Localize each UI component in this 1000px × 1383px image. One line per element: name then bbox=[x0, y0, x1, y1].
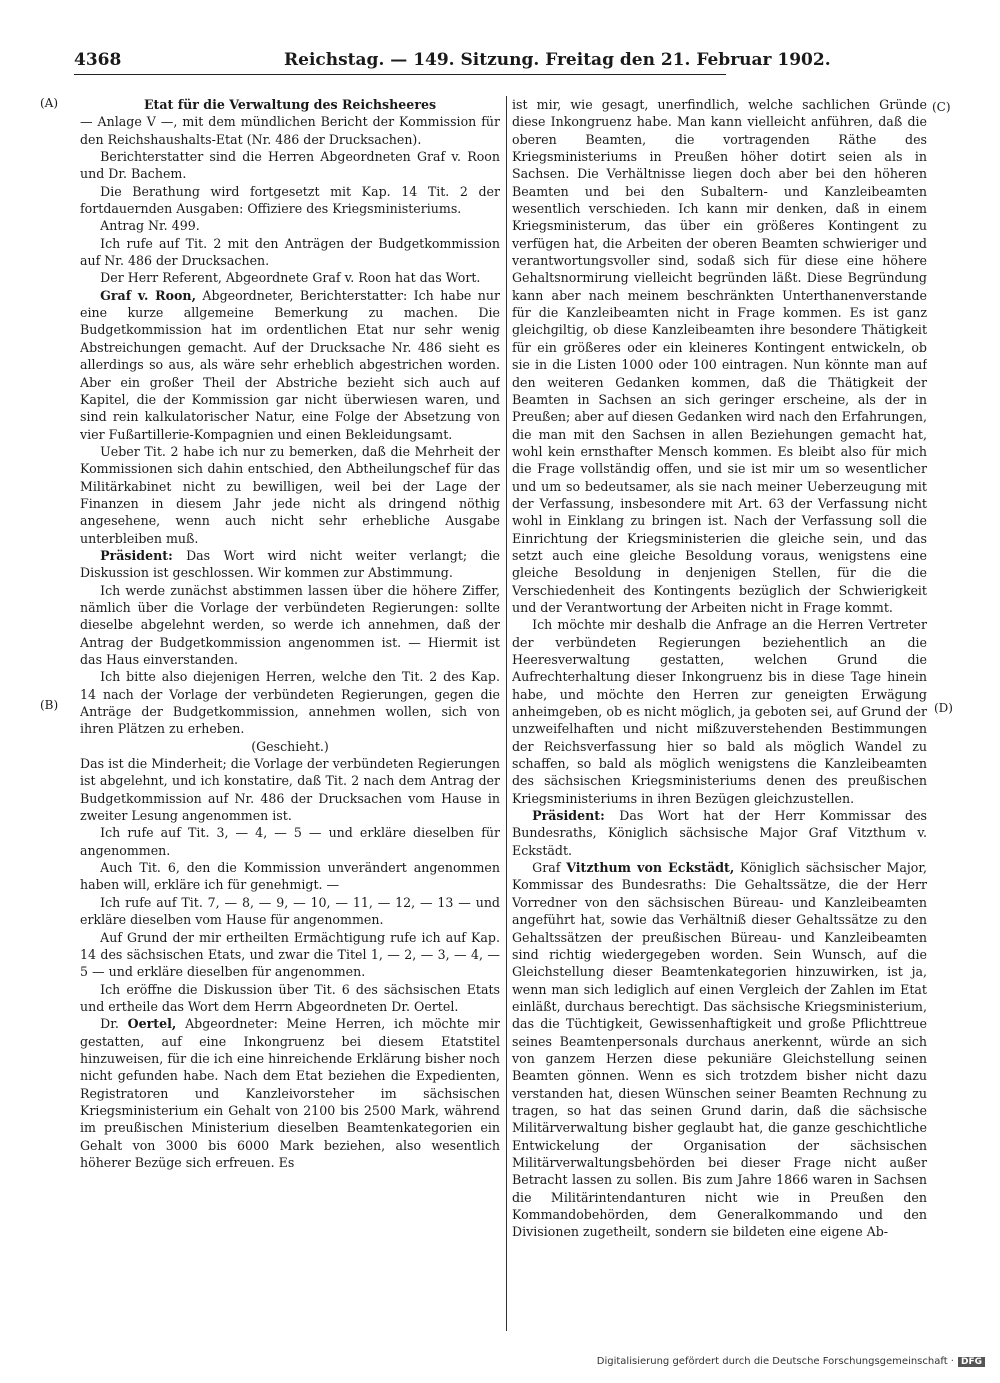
margin-marker-a: (A) bbox=[40, 96, 59, 110]
speaker-name: Graf v. Roon, bbox=[100, 287, 196, 303]
footer bbox=[500, 1356, 985, 1372]
page-header bbox=[74, 50, 831, 75]
paragraph: Die Berathung wird fortgesetzt mit Kap. 14 Tit. 2 der fortdauernden Ausgaben: Offiziere des Kriegsministeriums. bbox=[80, 183, 500, 217]
footer-credit: Digitalisierung gefördert durch die Deutsche Forschungsgemeinschaft · bbox=[596, 1356, 954, 1367]
paragraph: Ich eröffne die Diskussion über Tit. 6 des sächsischen Etats und ertheile das Wort dem Herrn Abgeordneten Dr. Oertel. bbox=[80, 981, 500, 1014]
paragraph: Ueber Tit. 2 habe ich nur zu bemerken, daß die Mehrheit der Kommissionen sich dahin entschied, den Abtheilungschef für das Militärkabinet nicht zu bewilligen, weil bei der Lage der Finanzen in diesem Jahr jede nicht als dringend nöthig angesehene, wenn auch nicht sehr erhebliche Ausgabe unterbleiben muß. bbox=[80, 443, 500, 546]
speech-text: Abgeordneter: Meine Herren, ich möchte mir gestatten, auf eine Inkongruenz bei diesem Etatstitel hinzuweisen, für die ich eine hinreichende Erklärung bisher noch nicht gefunden habe. Nach dem Etat beziehen die Expedienten, Registratoren und Kanzleivorsteher im sächsischen Kriegsministerium ein Gehalt von 2100 bis 2500 Mark, während im preußischen Ministerium dieselben Beamtenkategorien ein Gehalt von 3000 bis 6000 Mark beziehen, also wesentlich höherer Bezüge sich erfreuen. Es bbox=[80, 1016, 500, 1170]
speaker-title: Dr. bbox=[100, 1016, 128, 1032]
paragraph: Berichterstatter sind die Herren Abgeordneten Graf v. Roon und Dr. Bachem. bbox=[80, 149, 500, 182]
speech-text: Königlich sächsischer Major, Kommissar des Bundesraths: Die Gehaltssätze, die der Herr Vorredner von den sächsischen Büreau- und Kanzleibeamten angeführt hat, sowie das Verhältniß dieser Gehaltssätze zu den Gehaltssätzen der preußischen Büreau- und Kanzleibeamten sind richtig wiedergegeben worden. Sein Wunsch, auf die Gleichstellung dieser Beamtenkategorien hinzuwirken, ist ja, wenn man sich lediglich auf einen Vergleich der Zahlen im Etat einläßt, durchaus berechtigt. Das sächsische Kriegsministerium, das die Tüchtigkeit, Gewissenhaftigkeit und große Pflichttreue seines Beamtenpersonals durchaus anerkennt, würde an sich von ganzem Herzen diese pekuniäre Gleichstellung seinen Beamten gönnen. Wenn es sich trotzdem bisher nicht dazu verstanden hat, diesen Wünschen seiner Beamten Rechnung zu tragen, so hat das seinen Grund darin, daß die sächsische Militärverwaltung bisher geglaubt hat, die ganze geschichtliche Entwickelung der Organisation der sächsischen Militärverwaltungsbehörden bei dieser Frage nicht außer Betracht lassen zu sollen. Bis zum Jahre 1866 waren in Sachsen die Militärintendanturen nicht wie in Preußen den Kommandobehörden, dem Generalkommando und den Divisionen zugetheilt, sondern sie bildeten eine eigene Ab- bbox=[512, 860, 927, 1240]
paragraph: ist mir, wie gesagt, unerfindlich, welche sachlichen Gründe diese Inkongruenz habe. Man kann vielleicht anführen, daß die oberen Beamten, die vortragenden Räthe des Kriegsministeriums in Preußen höher dotirt seien als in Sachsen. Die Verhältnisse liegen doch aber bei den höheren Beamten und bei den Subaltern- und Kanzleibeamten wesentlich verschieden. Ich kann mir denken, daß in einem Kriegsministerum, das über ein größeres Kontingent zu verfügen hat, die Arbeiten der oberen Beamten schwieriger und verantwortungsvoller sind, sodaß sich für diese eine höhere Gehaltsnormirung vielleicht begründen läßt. Diese Begründung kann aber nach meinem beschränkten Unterthanenverstande für die Kanzleibeamten nicht in Frage kommen. Es ist ganz gleichgiltig, ob diese Kanzleibeamten ihre besondere Thätigkeit für ein größeres oder ein kleineres Kontingent entwickeln, ob sie in die Listen 1000 oder 100 eintragen. Nun könnte man auf den weiteren Gedanken kommen, daß die Thätigkeit der Beamten in Sachsen an sich geringer erscheine, als der in Preußen; aber auf diesen Gedanken wird nach den Erfahrungen, die man mit den Sachsen in allen Beziehungen gemacht hat, wohl kein ernsthafter Mensch kommen. Es bleibt also für mich die Frage vollständig offen, und sie ist mir um so wesentlicher und um so bedeutsamer, als sie nach meiner Ueberzeugung mit der Verfassung, insbesondere mit Art. 63 der Verfassung nicht wohl in Einklang zu bringen ist. Nach der Verfassung soll die Einrichtung der Kriegsministerien die gleiche sein, und das setzt auch eine gleiche Besoldung voraus, wenigstens eine gleiche Besoldung in denjenigen Stellen, für die die Verschiedenheit des Kontingents bezüglich der Schwierigkeit und der Verantwortung der Arbeiten nicht in Frage kommt. bbox=[512, 97, 927, 615]
speech-text: Das Wort hat der Herr Kommissar des Bundesraths, Königlich sächsische Major Graf Vitzthum v. Eckstädt. bbox=[512, 808, 927, 858]
paragraph: Auf Grund der mir ertheilten Ermächtigung rufe ich auf Kap. 14 des sächsischen Etats, und zwar die Titel 1, — 2, — 3, — 4, — 5 — und erkläre dieselben für angenommen. bbox=[80, 929, 500, 980]
paragraph: Ich rufe auf Tit. 3, — 4, — 5 — und erkläre dieselben für angenommen. bbox=[80, 825, 500, 858]
margin-marker-b: (B) bbox=[40, 698, 59, 712]
speech-president bbox=[512, 807, 927, 859]
paragraph: Ich werde zunächst abstimmen lassen über die höhere Ziffer, nämlich über die Vorlage der verbündeten Regierungen: sollte dieselbe abgelehnt werden, so werde ich annehmen, daß der Antrag der Budgetkommission angenommen ist. — Hiermit ist das Haus einverstanden. bbox=[80, 582, 500, 667]
dfg-logo: DFG bbox=[958, 1357, 985, 1367]
paragraph: Antrag Nr. 499. bbox=[100, 218, 200, 234]
paragraph: Auch Tit. 6, den die Kommission unverändert angenommen haben will, erkläre ich für genehmigt. — bbox=[80, 860, 500, 893]
margin-marker-d: (D) bbox=[934, 701, 953, 715]
section-heading: Etat für die Verwaltung des Reichsheeres bbox=[143, 97, 437, 112]
speech-vitzthum bbox=[512, 859, 927, 1241]
margin-marker-c: (C) bbox=[932, 100, 951, 114]
speaker-title: Graf bbox=[532, 860, 567, 876]
paragraph: Ich bitte also diejenigen Herren, welche den Tit. 2 des Kap. 14 nach der Vorlage der verbündeten Regierungen, gegen die Anträge der Budgetkommission, annehmen wollen, sich von ihren Plätzen zu erheben. bbox=[80, 669, 500, 737]
stage-direction: (Geschieht.) bbox=[251, 738, 329, 754]
speaker-name: Vitzthum von Eckstädt, bbox=[566, 860, 735, 876]
page-number: 4368 bbox=[74, 50, 122, 70]
speech-roon bbox=[80, 287, 500, 443]
paragraph: Ich rufe auf Tit. 2 mit den Anträgen der Budgetkommission auf Nr. 486 der Drucksachen. bbox=[80, 235, 500, 269]
paragraph: Der Herr Referent, Abgeordnete Graf v. Roon hat das Wort. bbox=[100, 270, 481, 286]
running-title: Reichstag. — 149. Sitzung. Freitag den 21. Februar 1902. bbox=[284, 50, 831, 70]
right-column bbox=[512, 96, 927, 1331]
speaker-name: Oertel, bbox=[127, 1016, 177, 1032]
speech-president bbox=[80, 547, 500, 582]
speech-text: Das Wort wird nicht weiter verlangt; die Diskussion ist geschlossen. Wir kommen zur Abstimmung. bbox=[80, 547, 500, 581]
paragraph: Ich rufe auf Tit. 7, — 8, — 9, — 10, — 11, — 12, — 13 — und erkläre dieselben vom Hause für angenommen. bbox=[80, 894, 500, 928]
speech-oertel bbox=[80, 1015, 500, 1171]
speaker-name: Präsident: bbox=[100, 547, 173, 563]
paragraph: Das ist die Minderheit; die Vorlage der verbündeten Regierungen ist abgelehnt, und ich konstatire, daß Tit. 2 nach dem Antrag der Budgetkommission auf Nr. 486 der Drucksachen vom Hause in zweiter Lesung angenommen ist. bbox=[80, 756, 500, 824]
paragraph: — Anlage V —, mit dem mündlichen Bericht der Kommission für den Reichshaushalts-Etat (Nr. 486 der Drucksachen). bbox=[80, 114, 500, 147]
column-divider bbox=[506, 96, 507, 1331]
left-column bbox=[80, 96, 500, 1331]
speaker-name: Präsident: bbox=[532, 808, 605, 824]
speech-text: Abgeordneter, Berichterstatter: Ich habe nur eine kurze allgemeine Bemerkung zu machen. Die Budgetkommission hat im ordentlichen Etat nur sehr wenig Abstreichungen gemacht. Auf der Drucksache Nr. 486 sieht es allerdings so aus, als wäre sehr erheblich abgestrichen worden. Aber ein großer Theil der Abstriche bezieht sich auch auf Kapitel, die der Kommission gar nicht überwiesen waren, und sind rein kalkulatorischer Natur, eine Folge der Absetzung von vier Fußartillerie-Kompagnien und einen Bekleidungsamt. bbox=[80, 287, 500, 442]
paragraph: Ich möchte mir deshalb die Anfrage an die Herren Vertreter der verbündeten Regierungen beziehentlich an die Heeresverwaltung gestatten, welchen Grund die Aufrechterhaltung dieser Inkongruenz bis in diese Tage hinein habe, und möchte den Herren zur geneigten Erwägung anheimgeben, ob es nicht möglich, ja geboten sei, auf Grund der unzweifelhaften und nicht mißzuverstehenden Bestimmungen der Reichsverfassung hier so bald als möglich Wandel zu schaffen, so bald als möglich wenigstens die Kanzleibeamten des sächsischen Kriegsministeriums denen des preußischen Kriegsministeriums in ihren Bezügen gleichzustellen. bbox=[512, 617, 927, 806]
